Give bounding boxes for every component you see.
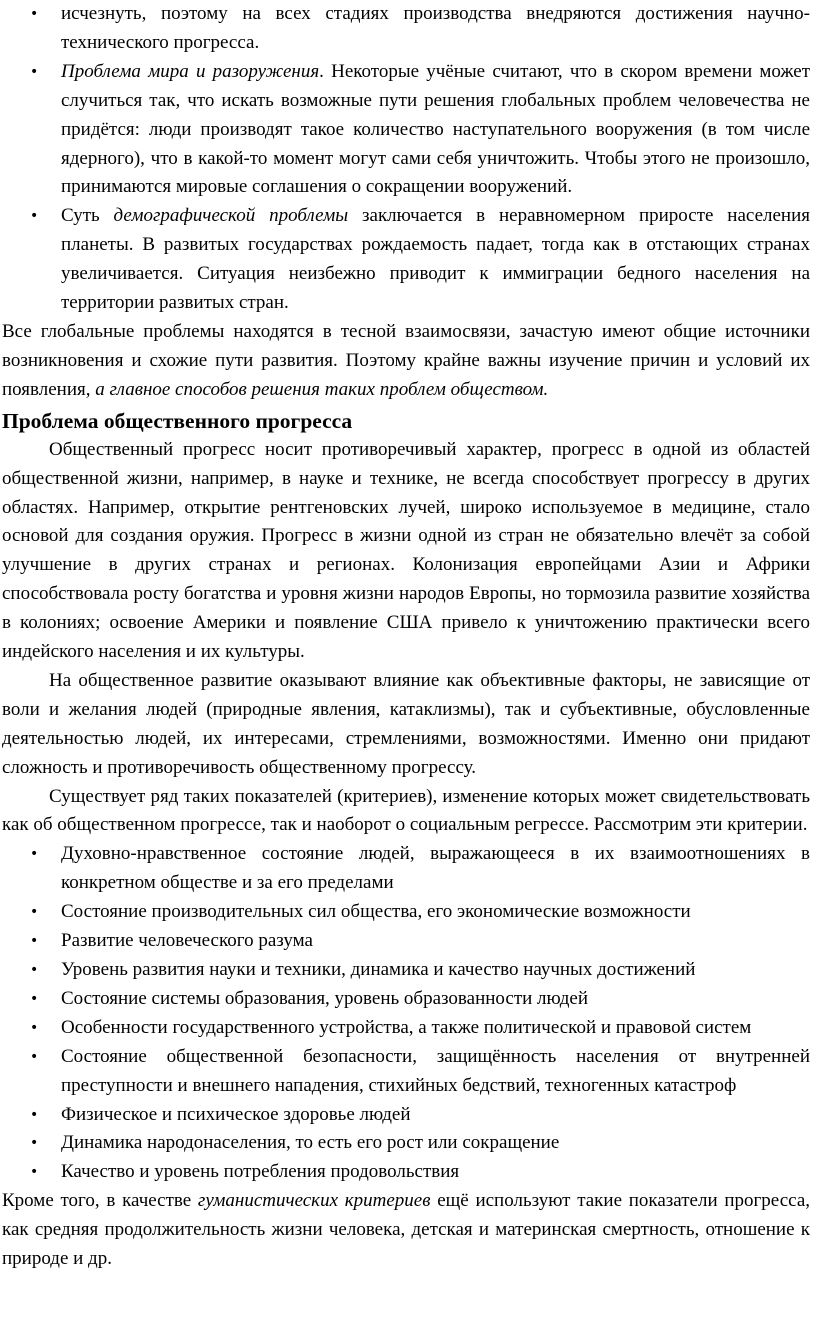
paragraph-global-problems: Все глобальные проблемы находятся в тесной взаимосвязи, зачастую имеют общие источники возникновения и схожие пути развития. Поэтому крайне важны изучение причин и условий их появления, а главное способов решения таких проблем обществом. (2, 320, 810, 400)
list-item: • Суть демографической проблемы заключается в неравномерном приросте населения планеты. В развитых государствах рождаемость падает, тогда как в отстающих странах увеличивается. Ситуация неизбежно приводит к иммиграции бедного населения на территории развитых стран. (2, 202, 810, 318)
criteria-item: • Особенности государственного устройства, а также политической и правовой систем (2, 1014, 810, 1043)
criteria-item: • Динамика народонаселения, то есть его рост или сокращение (2, 1129, 810, 1158)
list-item: • исчезнуть, поэтому на всех стадиях производства внедряются достижения научно-технического прогресса. (2, 0, 810, 58)
criteria-item: • Уровень развития науки и техники, динамика и качество научных достижений (2, 956, 810, 985)
paragraph-development-factors: На общественное развитие оказывают влияние как объективные факторы, не зависящие от воли и желания людей (природные явления, катаклизмы), так и субъективные, обусловленные деятельностью людей, их интересами, стремлениями, возможностями. Именно они придают сложность и противоречивость общественному прогрессу. (2, 669, 810, 778)
criteria-item: • Духовно-нравственное состояние людей, выражающееся в их взаимоотношениях в конкретном обществе и за его пределами (2, 840, 810, 898)
criteria-item: • Состояние системы образования, уровень образованности людей (2, 985, 810, 1014)
paragraph-humanistic-criteria: Кроме того, в качестве гуманистических критериев ещё используют такие показатели прогресса, как средняя продолжительность жизни человека, детская и материнская смертность, отношение к природе и др. (2, 1190, 810, 1270)
criteria-item: • Физическое и психическое здоровье людей (2, 1101, 810, 1130)
global-problems-list (2, 0, 810, 318)
italic-term: демографической проблемы (113, 205, 349, 227)
criteria-item: • Качество и уровень потребления продовольствия (2, 1158, 810, 1187)
criteria-list (2, 840, 810, 1187)
paragraph-progress-contradictions: Общественный прогресс носит противоречивый характер, прогресс в одной из областей общественной жизни, например, в науке и технике, не всегда способствует прогрессу в других областях. Например, открытие рентгеновских лучей, широко используемое в медицине, стало основой для создания оружия. Прогресс в жизни одной из стран не обязательно влечёт за собой улучшение в других странах и регионах. Колонизация европейцами Азии и Африки способствовала росту богатства и уровня жизни народов Европы, но тормозила развитие хозяйства в колониях; освоение Америки и появление США привело к уничтожению практически всего индейского населения и их культуры. (2, 438, 810, 663)
criteria-item: • Состояние производительных сил общества, его экономические возможности (2, 898, 810, 927)
list-item: • Проблема мира и разоружения. Некоторые учёные считают, что в скором времени может случиться так, что искать возможные пути решения глобальных проблем человечества не придётся: люди производят такое количество наступательного вооружения (в том числе ядерного), что в какой-то момент могут сами себя уничтожить. Чтобы этого не произошло, принимаются мировые соглашения о сокращении вооружений. (2, 58, 810, 203)
italic-term: гуманистических критериев (197, 1190, 431, 1212)
criteria-item: • Развитие человеческого разума (2, 927, 810, 956)
section-heading: Проблема общественного прогресса (2, 408, 353, 433)
criteria-item: • Состояние общественной безопасности, защищённость населения от внутренней преступности и внешнего нападения, стихийных бедствий, техногенных катастроф (2, 1043, 810, 1101)
paragraph-criteria-intro: Существует ряд таких показателей (критериев), изменение которых может свидетельствовать как об общественном прогрессе, так и наоборот о социальным регрессе. Рассмотрим эти критерии. (2, 785, 810, 836)
italic-phrase: а главное способов решения таких проблем обществом. (95, 378, 549, 400)
italic-term: Проблема мира и разоружения (61, 60, 320, 82)
